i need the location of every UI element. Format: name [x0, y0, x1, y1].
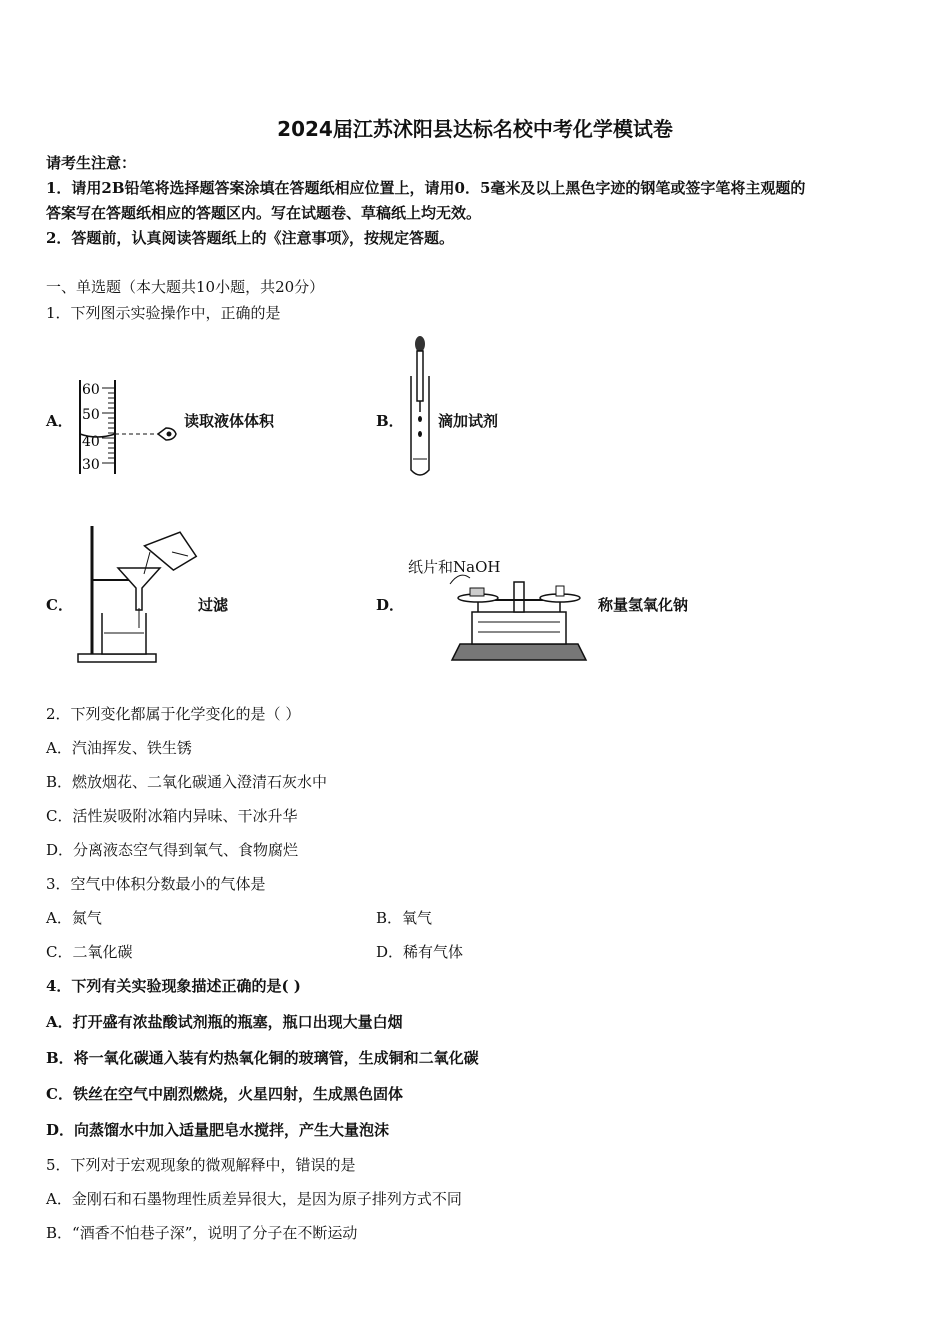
q1-stem: 1．下列图示实验操作中，正确的是 — [46, 304, 281, 322]
q4-option-a: A．打开盛有浓盐酸试剂瓶的瓶塞，瓶口出现大量白烟 — [46, 1013, 403, 1031]
q4-stem: 4．下列有关实验现象描述正确的是( ) — [46, 977, 301, 995]
q1-b-text: 滴加试剂 — [438, 412, 499, 430]
balance-scale-figure — [448, 560, 590, 666]
q4-option-c: C．铁丝在空气中剧烈燃烧，火星四射，生成黑色固体 — [46, 1085, 403, 1103]
q1-c-text: 过滤 — [198, 596, 229, 614]
filtration-figure — [76, 518, 200, 668]
q3-option-c: C．二氧化碳 — [46, 943, 133, 961]
tick-40: 40 — [82, 434, 100, 450]
notice-line-2: 2．答题前，认真阅读答题纸上的《注意事项》，按规定答题。 — [46, 229, 454, 247]
q1-d-text: 称量氢氧化钠 — [598, 596, 689, 614]
section-heading: 一、单选题（本大题共10小题，共20分） — [46, 278, 325, 296]
q3-option-d: D．稀有气体 — [376, 943, 464, 961]
q5-option-b: B．“酒香不怕巷子深”，说明了分子在不断运动 — [46, 1224, 358, 1242]
tick-30: 30 — [82, 457, 100, 473]
q4-option-d: D．向蒸馏水中加入适量肥皂水搅拌，产生大量泡沫 — [46, 1121, 390, 1139]
q2-option-a: A．汽油挥发、铁生锈 — [46, 739, 192, 757]
page-title: 2024届江苏沭阳县达标名校中考化学模试卷 — [277, 117, 673, 141]
graduated-cylinder-figure — [70, 376, 180, 480]
dropper-test-tube-figure — [400, 334, 440, 484]
q1-b-label: B． — [376, 412, 404, 430]
notice-heading: 请考生注意： — [46, 154, 137, 172]
q5-stem: 5．下列对于宏观现象的微观解释中，错误的是 — [46, 1156, 356, 1174]
q4-option-b: B．将一氧化碳通入装有灼热氧化铜的玻璃管，生成铜和二氧化碳 — [46, 1049, 479, 1067]
q1-a-text: 读取液体体积 — [184, 412, 275, 430]
q3-option-b: B．氧气 — [376, 909, 433, 927]
q1-c-label: C． — [46, 596, 73, 614]
q2-stem: 2．下列变化都属于化学变化的是（ ） — [46, 705, 301, 723]
q2-option-c: C．活性炭吸附冰箱内异味、干冰升华 — [46, 807, 298, 825]
q2-option-d: D．分离液态空气得到氧气、食物腐烂 — [46, 841, 299, 859]
notice-line-1b: 答案写在答题纸相应的答题区内。写在试题卷、草稿纸上均无效。 — [46, 204, 482, 222]
balance-caption: 纸片和NaOH — [408, 558, 501, 576]
tick-60: 60 — [82, 382, 100, 398]
q3-option-a: A．氮气 — [46, 909, 102, 927]
notice-line-1a: 1．请用2B铅笔将选择题答案涂填在答题纸相应位置上，请用0．5毫米及以上黑色字迹的钢笔或签字笔将主观题的 — [46, 179, 806, 197]
q3-stem: 3．空气中体积分数最小的气体是 — [46, 875, 266, 893]
tick-50: 50 — [82, 407, 100, 423]
q1-d-label: D． — [376, 596, 405, 614]
q2-option-b: B．燃放烟花、二氧化碳通入澄清石灰水中 — [46, 773, 328, 791]
q1-a-label: A． — [46, 412, 73, 430]
q5-option-a: A．金刚石和石墨物理性质差异很大，是因为原子排列方式不同 — [46, 1190, 462, 1208]
